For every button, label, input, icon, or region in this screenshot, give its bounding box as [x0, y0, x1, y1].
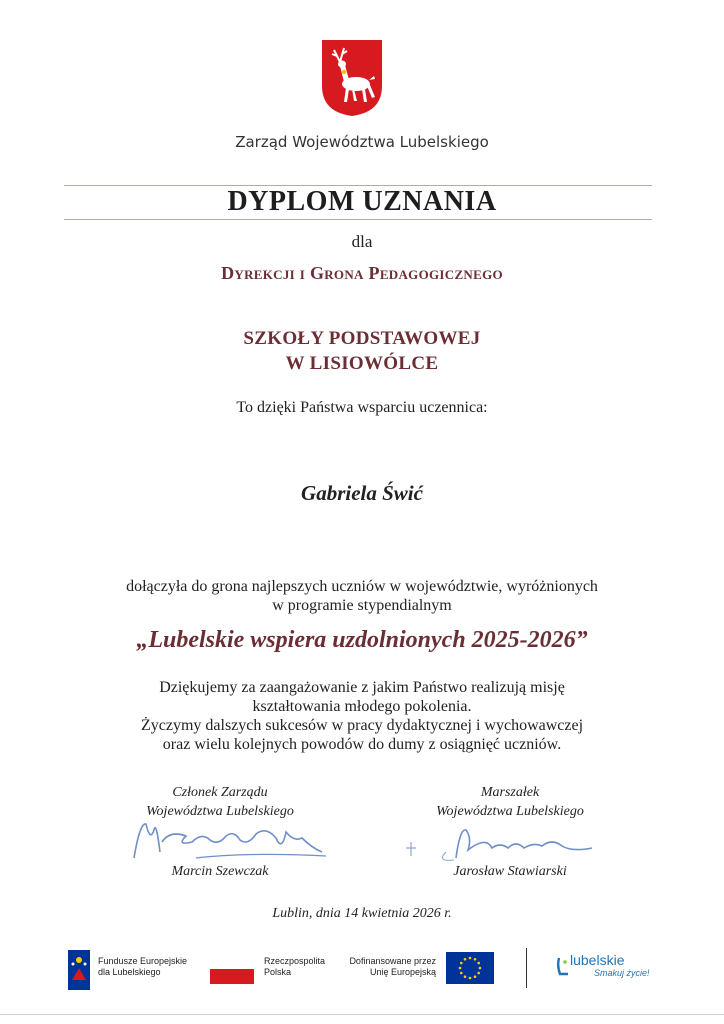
thanks-line4: oraz wielu kolejnych powodów do dumy z osiągnięć uczniów.: [162, 736, 562, 753]
place-and-date: Lublin, dnia 14 kwietnia 2026 r.: [272, 906, 452, 921]
intro-text: To dzięki Państwa wsparciu uczennica:: [236, 399, 488, 416]
right-signatory-name: Jarosław Stawiarski: [453, 864, 567, 879]
achievement-line2: w programie stypendialnym: [272, 597, 452, 614]
school-name-line2: W LISIOWÓLCE: [285, 353, 439, 374]
thanks-text: [0, 678, 724, 754]
right-signatory-role: [380, 783, 640, 821]
school-name-line1: SZKOŁY PODSTAWOWEJ: [243, 328, 481, 349]
rp-line1: Rzeczpospolita: [264, 956, 326, 966]
bottom-edge-line: [0, 1014, 724, 1015]
left-role-line1: Członek Zarządu: [172, 785, 268, 800]
achievement-line1: dołączyła do grona najlepszych uczniów w województwie, wyróżnionych: [126, 578, 598, 595]
right-handwritten-signature: [396, 818, 606, 868]
for-word: dla: [351, 232, 373, 251]
european-funds-logo-icon: [68, 950, 90, 990]
school-name: [0, 326, 724, 376]
recipient-line: Dyrekcji i Grona Pedagogicznego: [221, 263, 503, 283]
footer-logos: [64, 946, 664, 996]
achievement-text: [0, 577, 724, 615]
right-role-line1: Marszałek: [480, 785, 540, 800]
thanks-line1: Dziękujemy za zaangażowanie z jakim Państwo realizują misję: [159, 679, 565, 696]
rp-line2: Polska: [264, 967, 292, 977]
program-name: „Lubelskie wspiera uzdolnionych 2025-2026”: [136, 627, 588, 653]
issuing-authority: Zarząd Województwa Lubelskiego: [235, 133, 489, 151]
coat-of-arms-icon: [320, 38, 384, 118]
title-divider: [64, 219, 652, 220]
logo-separator: [526, 948, 527, 988]
left-handwritten-signature: [126, 812, 336, 868]
left-signatory-name: Marcin Szewczak: [171, 864, 269, 879]
european-funds-label: [98, 956, 187, 978]
diploma-title: DYPLOM UZNANIA: [227, 186, 497, 217]
thanks-line2: kształtowania młodego pokolenia.: [252, 698, 472, 715]
fe-line1: Fundusze Europejskie: [98, 956, 188, 966]
student-name: Gabriela Świć: [301, 481, 423, 505]
polish-republic-label: [264, 956, 325, 978]
lubelskie-brand-name: lubelskie: [570, 952, 625, 968]
eu-funded-label: [346, 956, 436, 978]
eu-line2: Unię Europejską: [369, 967, 436, 977]
thanks-line3: Życzymy dalszych sukcesów w pracy dydaktycznej i wychowawczej: [140, 717, 584, 734]
left-role-line2: Województwa Lubelskiego: [146, 804, 294, 819]
eu-flag-icon: [446, 952, 494, 984]
polish-flag-icon: [210, 954, 254, 984]
eu-line1: Dofinansowane przez: [349, 956, 436, 966]
right-role-line2: Województwa Lubelskiego: [436, 804, 584, 819]
lubelskie-slogan: Smakuj życie!: [594, 968, 650, 978]
fe-line2: dla Lubelskiego: [98, 967, 161, 977]
lubelskie-brand-logo-icon: [556, 956, 570, 976]
